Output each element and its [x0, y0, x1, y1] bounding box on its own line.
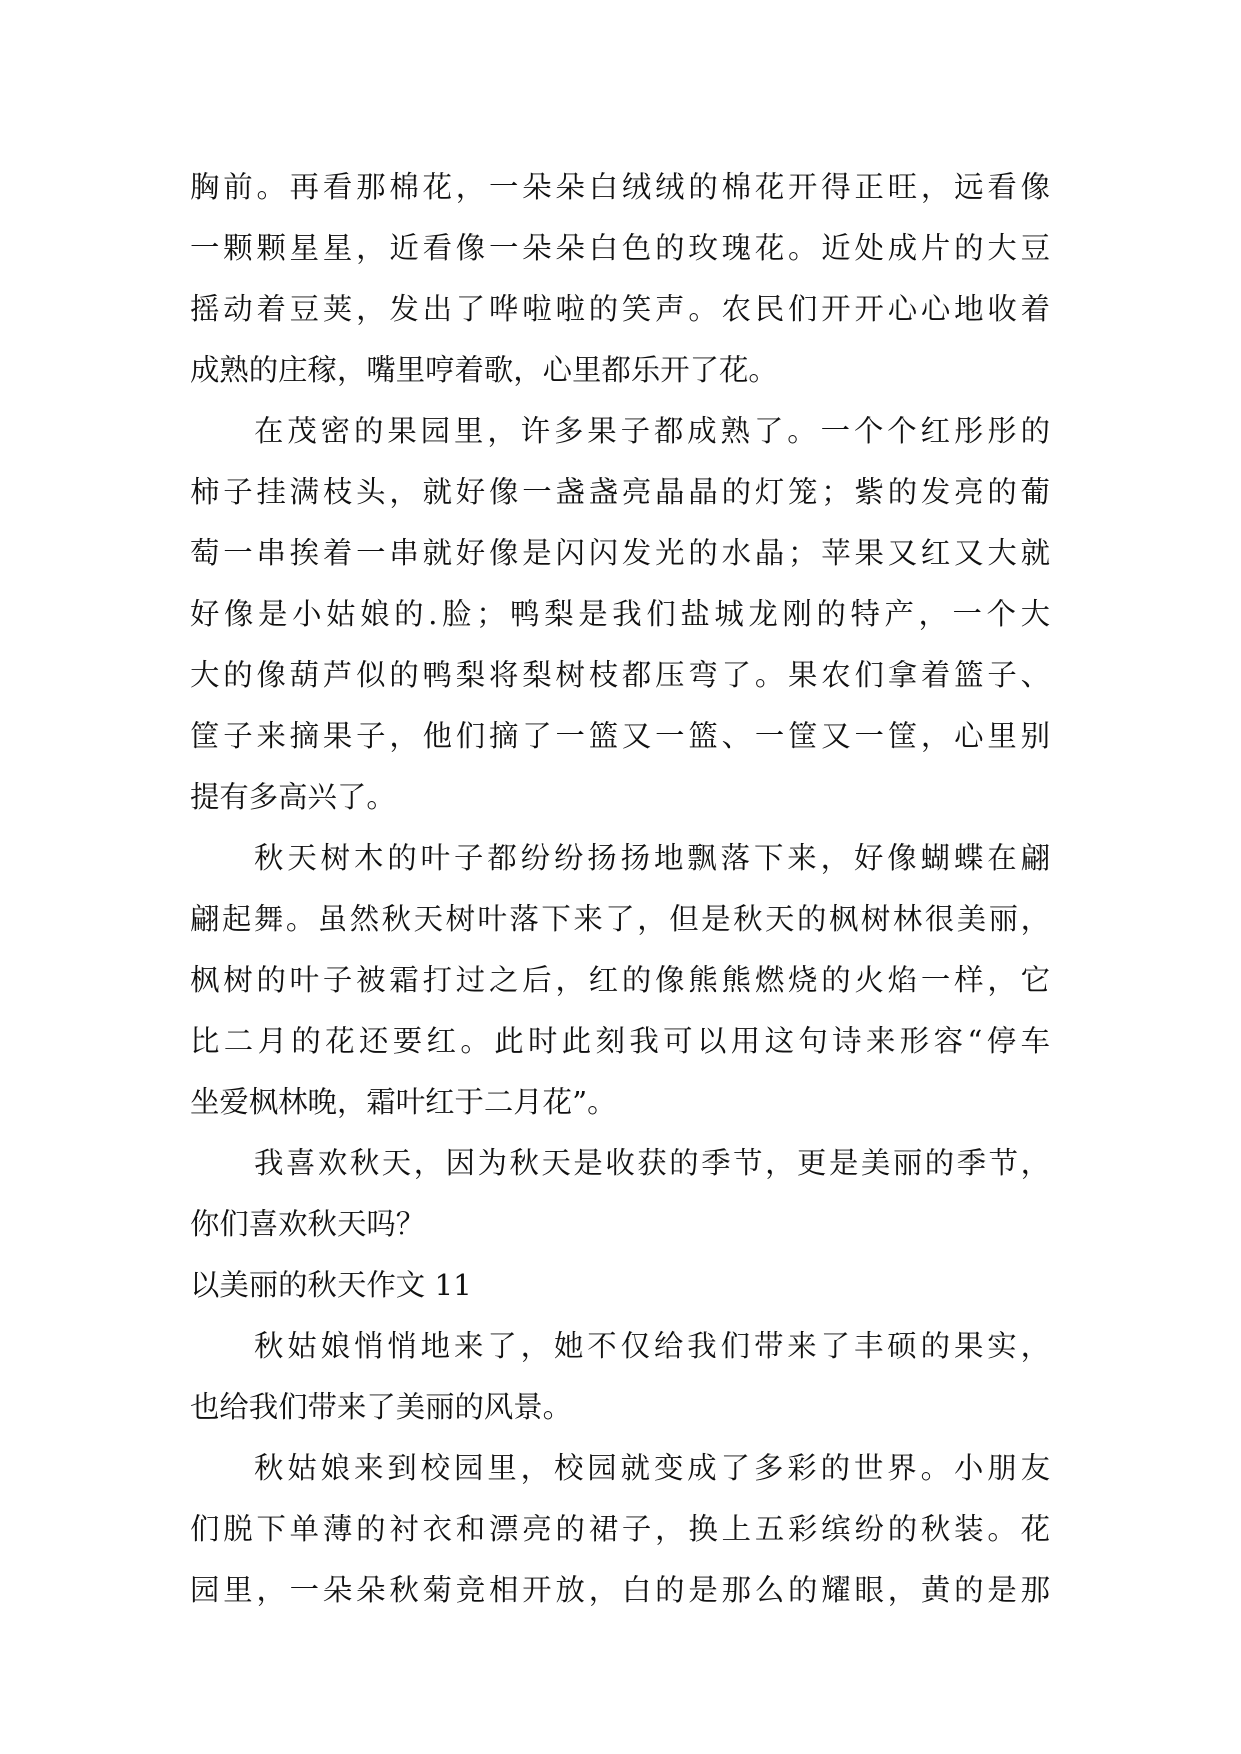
text-line: 胸前。再看那棉花，一朵朵白绒绒的棉花开得正旺，远看像 — [190, 170, 1050, 204]
text-line: 成熟的庄稼，嘴里哼着歌，心里都乐开了花。 — [190, 353, 778, 387]
paragraph-first-line: 秋天树木的叶子都纷纷扬扬地飘落下来，好像蝴蝶在翩 — [254, 841, 1050, 875]
text-line: 大的像葫芦似的鸭梨将梨树枝都压弯了。果农们拿着篮子、 — [190, 658, 1050, 692]
text-line: 好像是小姑娘的.脸；鸭梨是我们盐城龙刚的特产，一个大 — [190, 597, 1050, 631]
text-line: 也给我们带来了美丽的风景。 — [190, 1390, 573, 1424]
section-heading: 以美丽的秋天作文 11 — [190, 1268, 472, 1302]
text-line: 一颗颗星星，近看像一朵朵白色的玫瑰花。近处成片的大豆 — [190, 231, 1050, 265]
text-line: 们脱下单薄的衬衣和漂亮的裙子，换上五彩缤纷的秋装。花 — [190, 1512, 1050, 1546]
paragraph-first-line: 秋姑娘来到校园里，校园就变成了多彩的世界。小朋友 — [254, 1451, 1050, 1485]
text-line: 枫树的叶子被霜打过之后，红的像熊熊燃烧的火焰一样，它 — [190, 963, 1050, 997]
paragraph-first-line: 在茂密的果园里，许多果子都成熟了。一个个红彤彤的 — [254, 414, 1050, 448]
text-line: 你们喜欢秋天吗？ — [190, 1207, 426, 1241]
text-line: 提有多高兴了。 — [190, 780, 396, 814]
text-line: 坐爱枫林晚，霜叶红于二月花”。 — [190, 1085, 617, 1119]
text-line: 翩起舞。虽然秋天树叶落下来了，但是秋天的枫树林很美丽， — [190, 902, 1050, 936]
text-line: 萄一串挨着一串就好像是闪闪发光的水晶；苹果又红又大就 — [190, 536, 1050, 570]
text-line: 摇动着豆荚，发出了哗啦啦的笑声。农民们开开心心地收着 — [190, 292, 1050, 326]
text-line: 筐子来摘果子，他们摘了一篮又一篮、一筐又一筐，心里别 — [190, 719, 1050, 753]
paragraph-first-line: 我喜欢秋天，因为秋天是收获的季节，更是美丽的季节， — [254, 1146, 1050, 1180]
text-line: 柿子挂满枝头，就好像一盏盏亮晶晶的灯笼；紫的发亮的葡 — [190, 475, 1050, 509]
text-line: 园里，一朵朵秋菊竞相开放，白的是那么的耀眼，黄的是那 — [190, 1573, 1050, 1607]
paragraph-first-line: 秋姑娘悄悄地来了，她不仅给我们带来了丰硕的果实， — [254, 1329, 1050, 1363]
text-line: 比二月的花还要红。此时此刻我可以用这句诗来形容“停车 — [190, 1024, 1050, 1058]
